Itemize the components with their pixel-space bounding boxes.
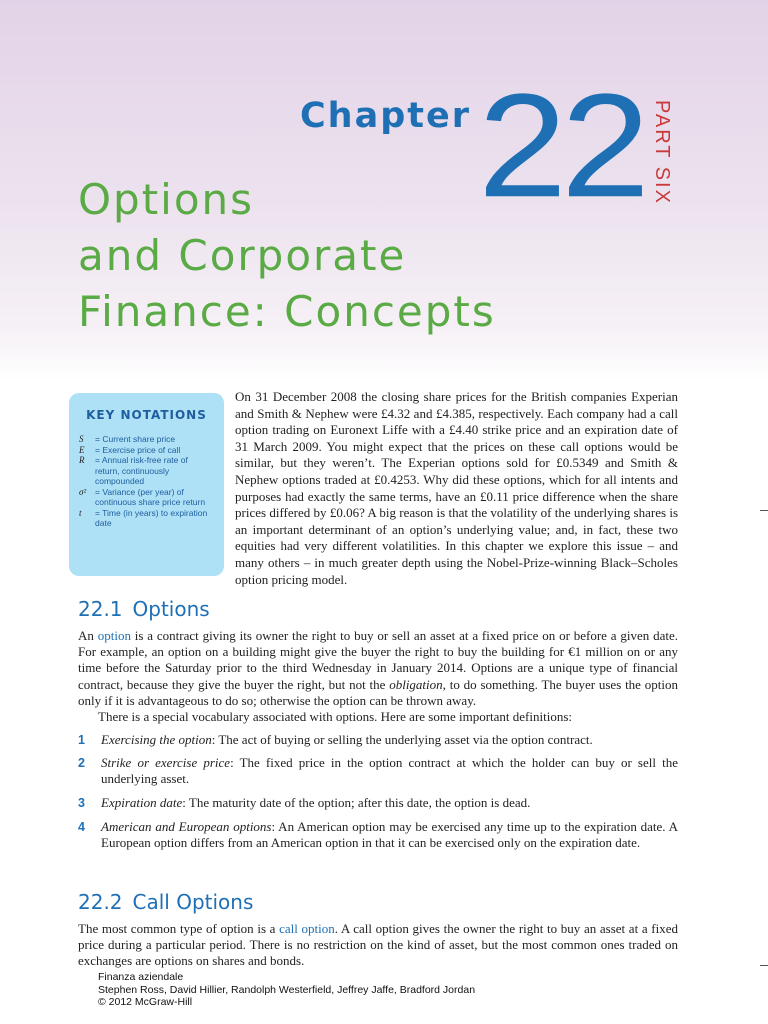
key-term: option: [97, 628, 131, 643]
title-line: Options: [78, 175, 255, 224]
section-number: 22.1: [78, 597, 123, 621]
item-term: Strike or exercise price: [101, 755, 231, 770]
definition-item: [78, 732, 678, 748]
item-term: Exercising the option: [101, 732, 212, 747]
section-number: 22.2: [78, 890, 123, 914]
notation-symbol: S: [79, 434, 84, 444]
citation-footer: [98, 971, 475, 1009]
item-number: 3: [78, 796, 85, 810]
footer-line: © 2012 McGraw-Hill: [98, 996, 193, 1008]
footer-line: Finanza aziendale: [98, 971, 184, 983]
key-term: call option: [279, 921, 335, 936]
notation-item: [79, 508, 214, 529]
text-run: The most common type of option is a: [78, 921, 280, 936]
body-paragraph: [78, 628, 678, 725]
chapter-number: 22: [478, 62, 644, 228]
definition-item: [78, 795, 678, 811]
notation-symbol: R: [79, 455, 85, 465]
footer-line: Stephen Ross, David Hillier, Randolph Westerfield, Jeffrey Jaffe, Bradford Jordan: [98, 983, 476, 996]
section-heading: [78, 597, 210, 621]
part-label: PART SIX: [651, 100, 673, 205]
definition-item: [78, 819, 678, 851]
chapter-label: Chapter: [300, 96, 472, 136]
item-text: [101, 819, 678, 851]
page-edge-mark: [760, 510, 768, 511]
notation-definition: = Current share price: [95, 434, 176, 444]
text-run: is a contract giving its owner the right to buy or sell an asset at a fixed price on or before a given date. For example, an option on a building might give the buyer the right to buy the building for €1 million on or any time before the Saturday prior to the third Wednesday in January 2014. Options are a unique type of financial contract, because they give the buyer the right, but not the: [78, 628, 678, 692]
emphasis: obligation: [389, 676, 443, 692]
notation-symbol: E: [79, 444, 85, 455]
intro-paragraph: On 31 December 2008 the closing share prices for the British companies Experian and Smith & Nephew were £4.32 and £4.385, respectively. Each company had a call option trading on Euronext Liffe with a £4.40 strike price and an expiration date of 31 March 2009. You might expect that the prices on these call options would be similar, but they weren’t. The Experian options sold for £0.5349 and Smith & Nephew options traded at £0.4253. Why did these options, which for all intents and purposes had exactly the same terms, have an £0.11 price difference when the share prices differed by £0.06? A big reason is that the volatility of the underlying shares is an important determinant of an option’s underlying value; and, in fact, these two equities had very different volatilities. In this chapter we explore this issue – and many others – in much greater depth using the Nobel-Prize-winning Black–Scholes option pricing model.: [235, 389, 678, 587]
item-number: 2: [78, 756, 85, 770]
title-line: and Corporate: [78, 231, 407, 280]
key-notations-title: KEY NOTATIONS: [86, 408, 207, 422]
body-paragraph-indented: There is a special vocabulary associated with options. Here are some important definitions:: [98, 709, 572, 725]
item-text: [101, 795, 678, 811]
notation-item: [79, 455, 214, 487]
notation-definition: = Time (in years) to expiration date: [95, 507, 208, 528]
notation-item: [79, 445, 214, 456]
notation-symbol: t: [79, 507, 82, 518]
item-term: Expiration date: [101, 795, 183, 810]
item-number: 1: [78, 733, 85, 747]
item-number: 4: [78, 820, 85, 834]
notation-definition: = Exercise price of call: [95, 444, 181, 455]
notation-definition: = Annual risk-free rate of return, continuously compounded: [95, 455, 188, 486]
item-description: : The maturity date of the option; after this date, the option is dead.: [182, 795, 531, 810]
body-paragraph: [78, 921, 678, 970]
item-description: : An American option may be exercised any time up to the expiration date. A European option differs from an American option in that it can be exercised only on the expiration date.: [101, 819, 678, 850]
title-line: Finance: Concepts: [78, 287, 496, 336]
item-description: : The fixed price in the option contract at which the holder can buy or sell the underlying asset.: [101, 755, 678, 786]
section-title: Options: [132, 597, 210, 621]
chapter-title: [78, 172, 496, 340]
item-term: American and European options: [101, 819, 272, 834]
item-text: [101, 732, 678, 748]
text-run: An: [78, 628, 98, 643]
section-title: Call Options: [132, 890, 254, 914]
notation-symbol: σ²: [79, 486, 87, 497]
item-text: [101, 755, 678, 787]
key-notations-box: [69, 393, 224, 576]
text-run: , to do something. The buyer uses the option only if it is advantageous to do so; otherwise the option can be thrown away.: [78, 676, 678, 708]
notation-definition: = Variance (per year) of continuous share price return: [95, 486, 206, 507]
item-description: : The act of buying or selling the underlying asset via the option contract.: [211, 732, 593, 747]
section-heading: [78, 890, 253, 914]
page-edge-mark: [760, 965, 768, 966]
notation-item: [79, 434, 214, 445]
text-run: . A call option gives the owner the right to buy an asset at a fixed price during a particular period. There is no restriction on the kind of asset, but the most common ones traded on exchanges are options on shares and bonds.: [78, 921, 678, 969]
definition-item: [78, 755, 678, 787]
notation-item: [79, 487, 214, 508]
